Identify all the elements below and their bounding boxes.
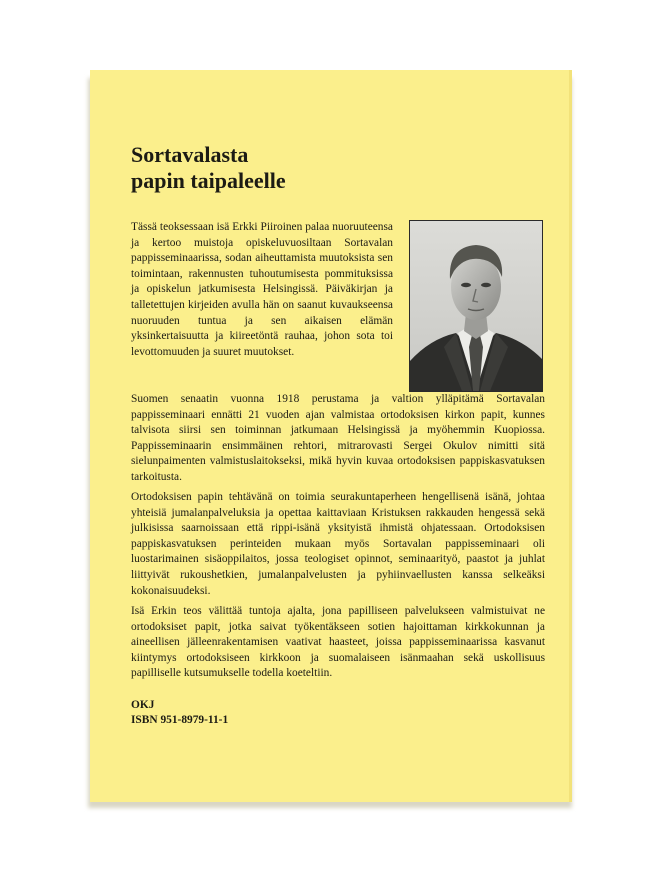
paragraph-legacy: Isä Erkin teos välittää tuntoja ajalta, jona papilliseen palvelukseen valmistuivat ne ortodoksiset papit, jotka saivat työkentäkseen sotien hajoittaman kirkkokunnan ja aineellisen jälleenrakentamisen vaativat haasteet, joissa pappisseminaarissa kasvanut kiintymys ortodoksiseen kirkkoon ja suomalaiseen isänmaahan sekä uskollisuus papilliselle kutsumukselle todella koeteltiin.: [131, 605, 545, 680]
paragraph-intro: Tässä teoksessaan isä Erkki Piiroinen palaa nuoruuteensa ja kertoo muistoja opiskeluvuosiltaan Sortavalan pappisseminaarissa, sodan aiheuttamista muutoksista sen toimintaan, rakennusten tuhoutumisesta pommituksissa ja opiskelun jatkumisesta Helsingissä. Päiväkirjan ja talletettujen kirjeiden avulla hän on saanut kuvaukseensa nuoruuden tuntua ja sen aikaisen elämän yksinkertaisuutta ja kiireetöntä rauhaa, johon sota toi levottomuuden ja suuret muutokset.: [131, 221, 393, 358]
paragraph-priest-role: Ortodoksisen papin tehtävänä on toimia seurakuntaperheen hengellisenä isänä, johtaa yhteisiä jumalanpalveluksia ja opettaa kaittaviaan Kristuksen rakkauden hengessä sekä julkisissa saarnoissaan että rippi-isänä yksityistä ihmistä ohjatessaan. Ortodoksisen pappiskasvatuksen perinteiden mukaan myös Sortavalan pappisseminaari oli luostarimainen sisäoppilaitos, jossa teologiset opinnot, seminaarityö, paastot ja juhlat liittyivät rukoushetkien, jumalanpalvelusten ja pyhiinvaellusten kanssa selkeäksi kokonaisuudeksi.: [131, 491, 545, 597]
title-line-1: Sortavalasta: [131, 142, 249, 167]
book-title: [131, 142, 286, 194]
isbn-label: ISBN 951-8979-11-1: [131, 714, 229, 726]
author-portrait-image: [410, 221, 542, 391]
paragraph-history: Suomen senaatin vuonna 1918 perustama ja valtion ylläpitämä Sortavalan pappisseminaari ennätti 21 vuoden ajan valmistaa ortodoksisen kirkon papit, kunnes talvisota siirsi sen toiminnan jatkumaan Helsingissä ja myöhemmin Kuopiossa. Pappisseminaarin ensimmäinen rehtori, mitrarovasti Sergei Okulov nimitti sitä sielunpaimenten valmistuslaitokseksi, mikä hyvin kuvaa ortodoksisen pappiskasvatuksen tarkoitusta.: [131, 393, 545, 483]
author-portrait-photo: [409, 220, 543, 392]
title-line-2: papin taipaleelle: [131, 168, 286, 193]
book-back-cover: [90, 70, 572, 802]
publisher-label: OKJ: [131, 699, 155, 711]
